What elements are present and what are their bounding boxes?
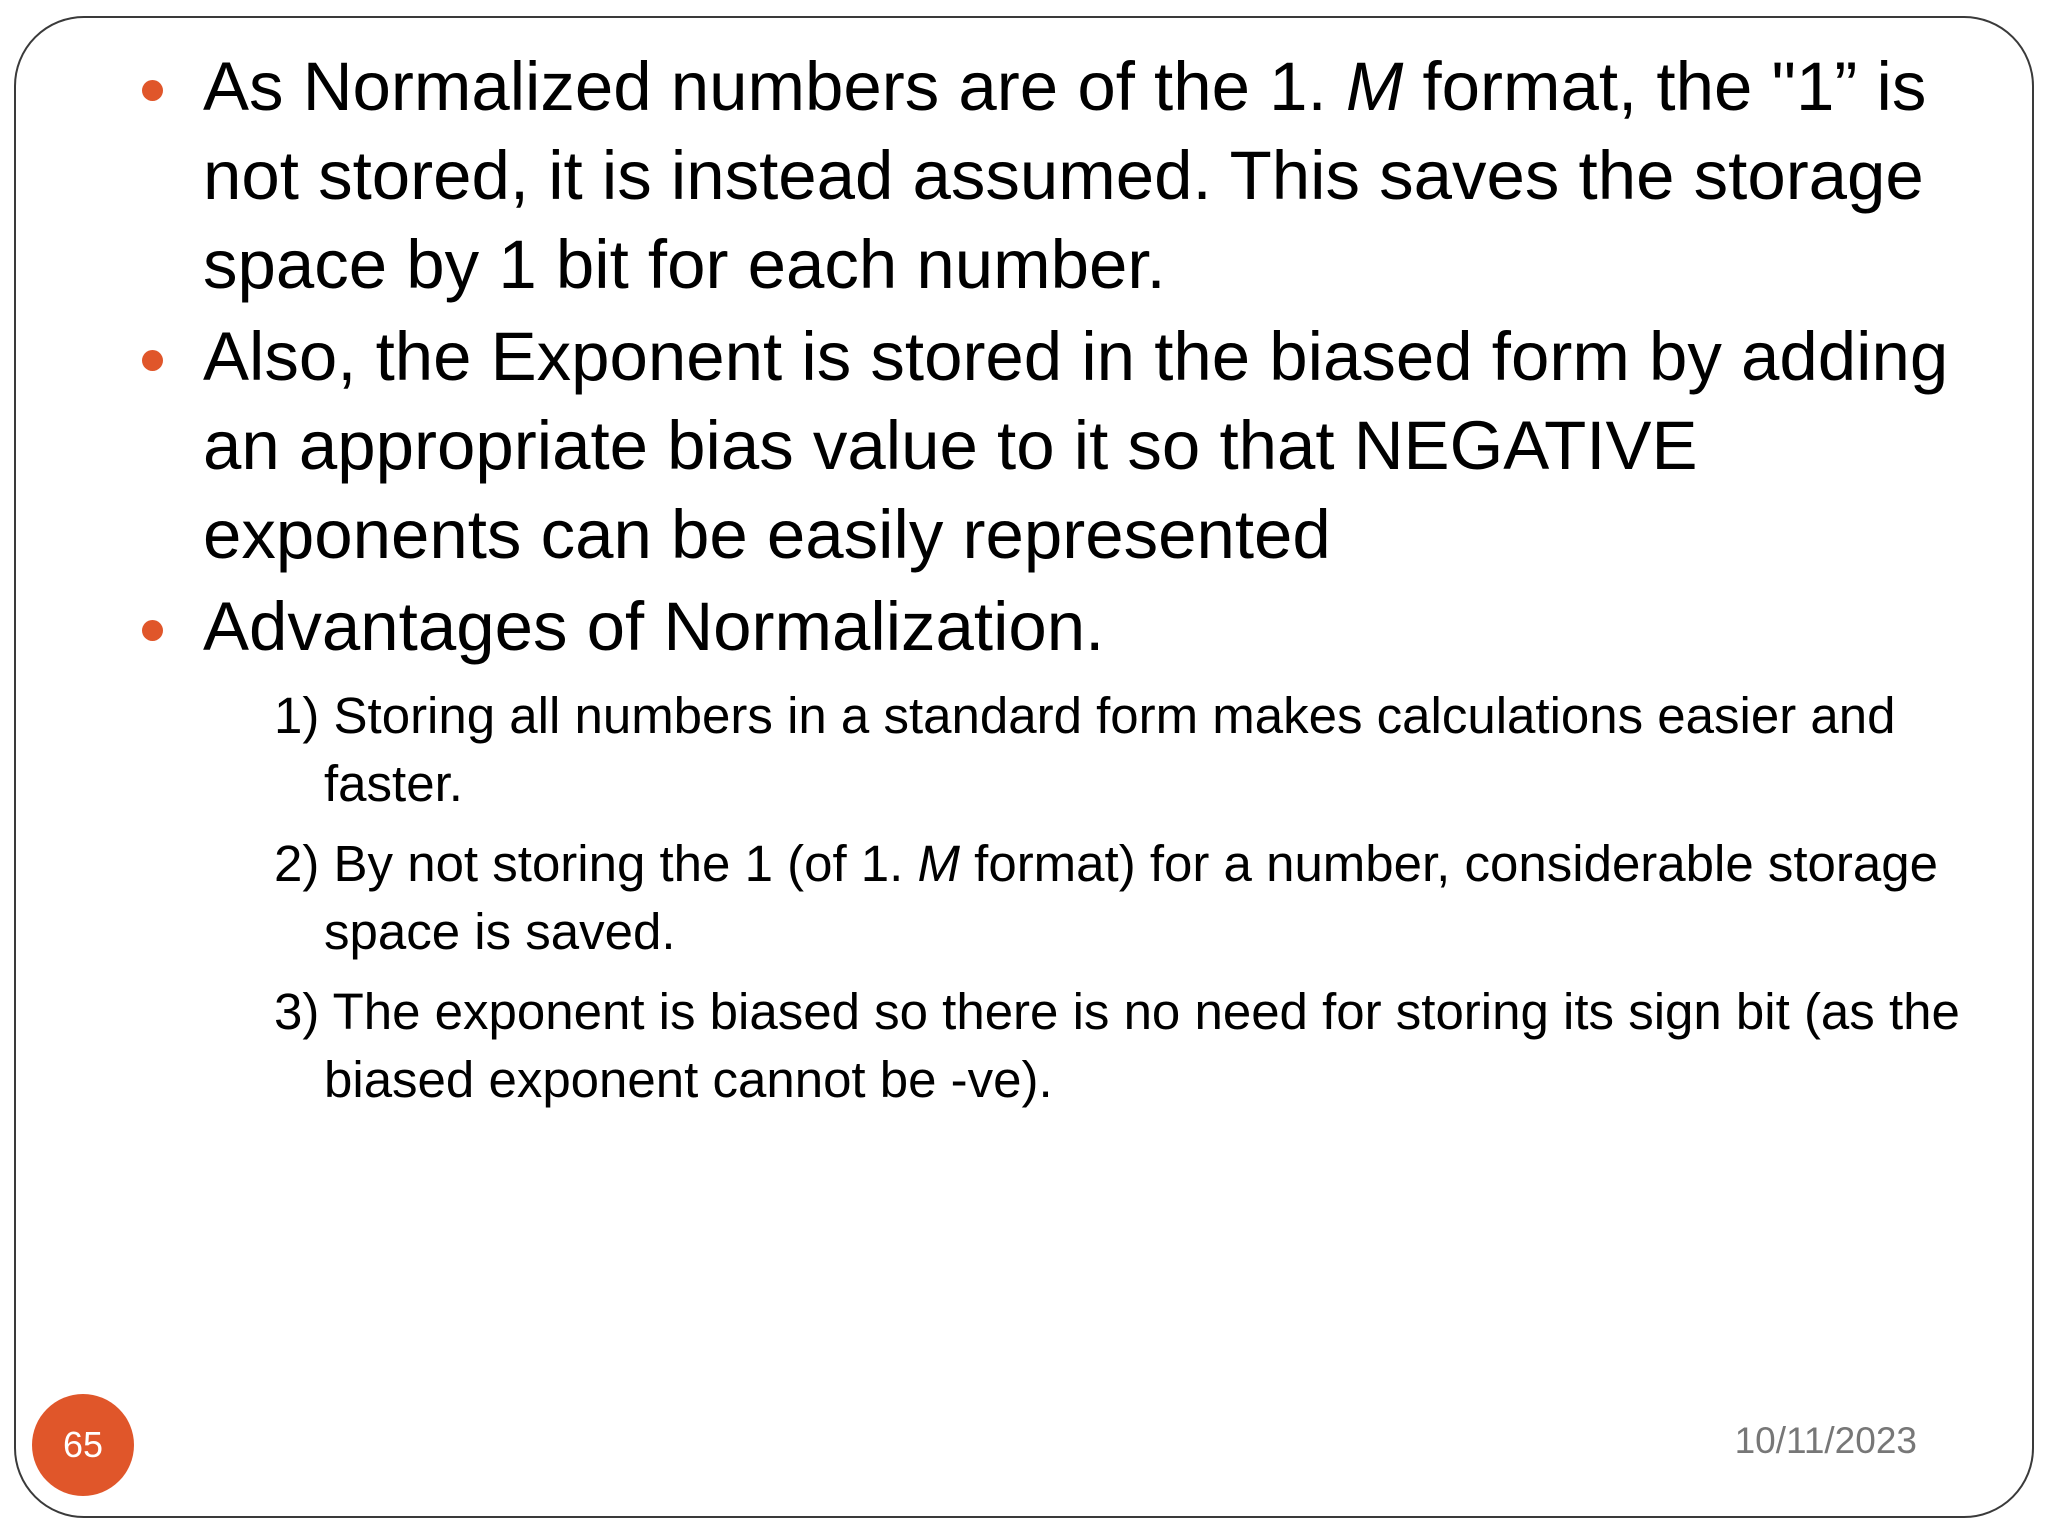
advantage-text: 3) The exponent is biased so there is no need for storing its sign bit (as the biased exponent cannot be -ve). (274, 983, 1960, 1108)
bullet-dot-icon (142, 350, 163, 371)
bullet-item-biased-exponent (140, 312, 1990, 579)
advantage-text-part: 2) By not storing the 1 (of 1. (274, 835, 918, 892)
advantage-text-part: format) for a number, considerable storage space is saved. (324, 835, 1938, 960)
page-number: 65 (62, 1424, 104, 1465)
advantage-item-1 (274, 682, 1990, 818)
footer-date: 10/11/2023 (1734, 1420, 1917, 1461)
page-number-badge (32, 1394, 134, 1496)
bullet-text-part: format, the "1” is not stored, it is instead assumed. This saves the storage space by 1 bit for each number. (203, 48, 1927, 303)
advantages-list (140, 682, 1990, 1114)
bullet-dot-icon (142, 80, 163, 101)
bullet-text: Also, the Exponent is stored in the biased form by adding an appropriate bias value to it so that NEGATIVE exponents can be easily represented (203, 318, 1949, 573)
bullet-dot-icon (142, 620, 163, 641)
bullet-text: Advantages of Normalization. (203, 588, 1105, 665)
bullet-item-normalized-format (140, 42, 1990, 309)
italic-m: M (917, 835, 960, 892)
advantage-item-3 (274, 978, 1990, 1114)
advantage-text: 1) Storing all numbers in a standard form makes calculations easier and faster. (274, 687, 1896, 812)
italic-m: M (1345, 48, 1404, 125)
advantage-item-2 (274, 830, 1990, 966)
bullet-item-advantages (140, 582, 1990, 671)
bullet-text-part: As Normalized numbers are of the 1. (203, 48, 1346, 125)
slide-content (140, 42, 1990, 1126)
